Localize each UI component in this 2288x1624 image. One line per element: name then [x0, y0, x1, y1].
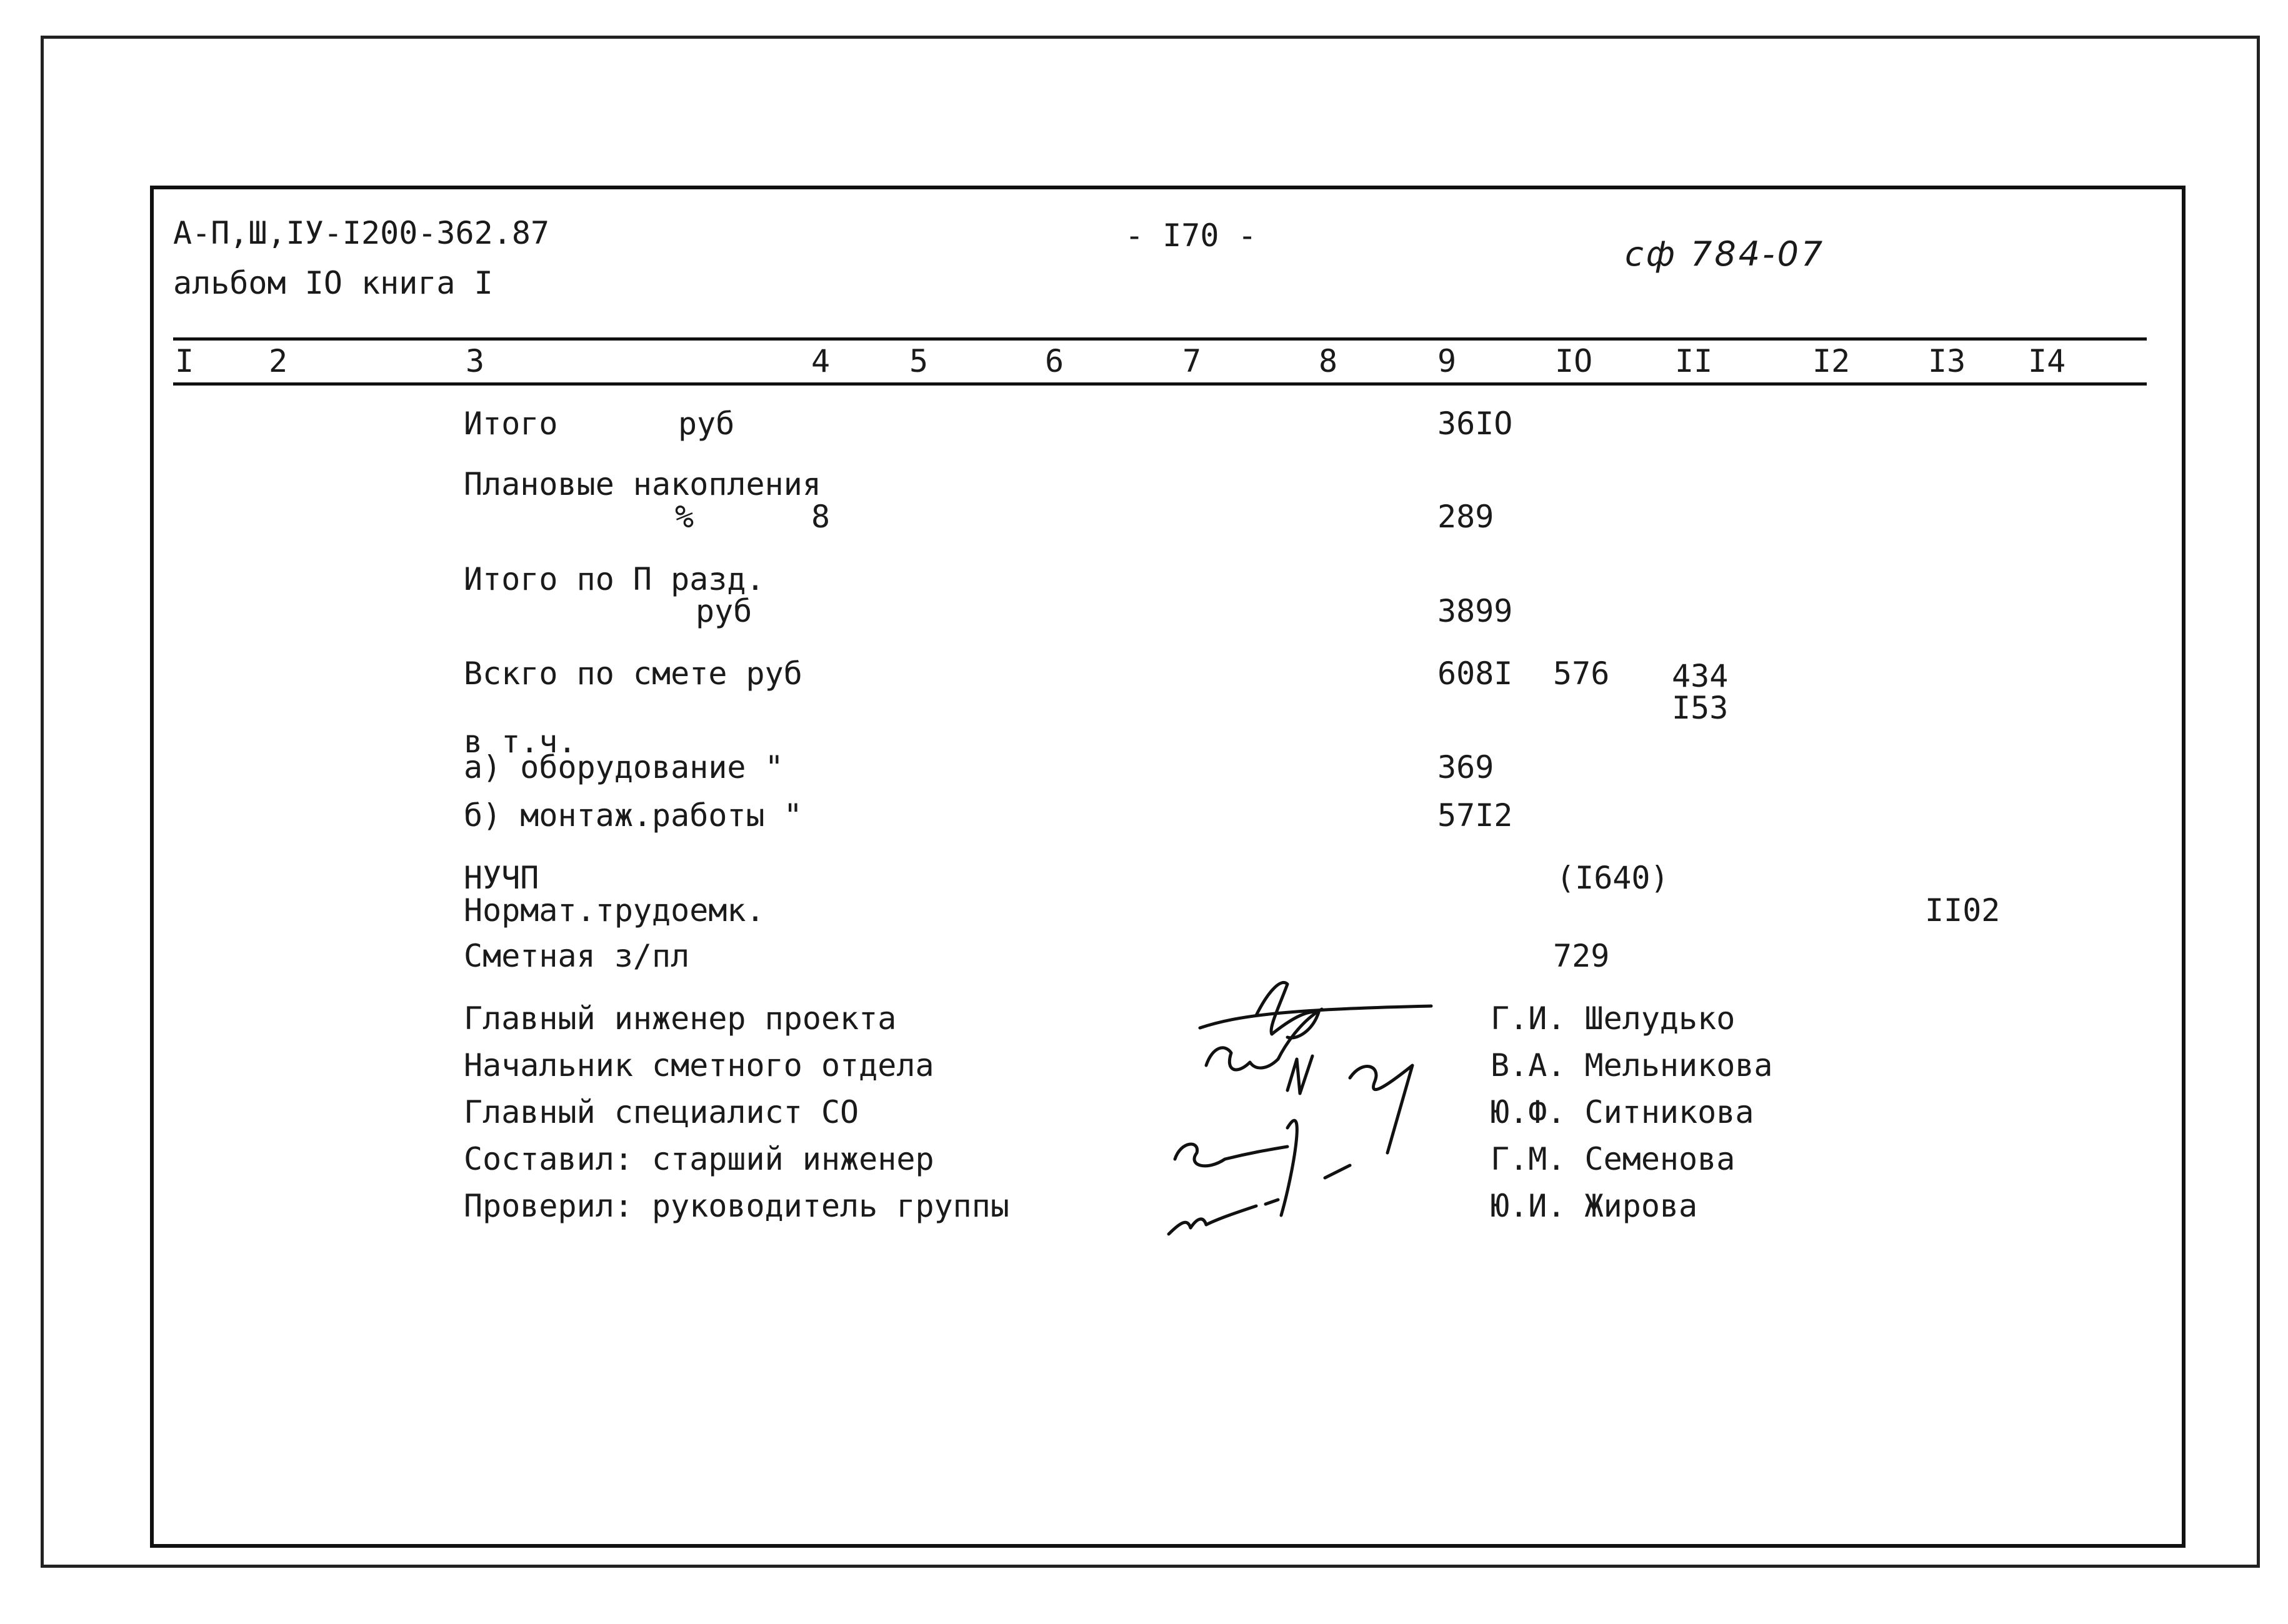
signature-role: Главный инженер проекта [464, 1000, 897, 1037]
itogo-razd-unit: руб [696, 593, 752, 629]
album-label: альбом IO книга I [173, 265, 493, 301]
planovye-value: 289 [1437, 499, 1494, 535]
montazh-value: 57I2 [1437, 797, 1513, 834]
vsego-value-col11-bottom: I53 [1672, 690, 1729, 726]
signature-role: Начальник сметного отдела [464, 1047, 934, 1083]
column-header: IO [1555, 343, 1593, 379]
handwritten-stamp: сф 784-07 [1625, 234, 1826, 274]
column-header: I2 [1812, 343, 1851, 379]
smetnaya-label: Сметная з/пл [464, 938, 690, 974]
vtch-label: в т.ч. [464, 724, 577, 760]
itogo-label: Итого [464, 406, 558, 442]
signature-role: Составил: старший инженер [464, 1141, 934, 1177]
vsego-label: Вскго по смете руб [464, 655, 802, 692]
handwritten-signatures-icon [1162, 972, 1475, 1253]
oborudovanie-label: а) оборудование " [464, 749, 784, 785]
itogo-razd-label: Итого по П разд. [464, 561, 765, 597]
document-frame [150, 186, 2186, 1548]
montazh-label: б) монтаж.работы " [464, 797, 802, 834]
normat-value: II02 [1925, 892, 2001, 929]
signature-role: Главный специалист СО [464, 1094, 859, 1130]
column-header: I4 [2028, 343, 2066, 379]
signature-role: Проверил: руководитель группы [464, 1188, 1009, 1224]
column-header-top-line [173, 337, 2147, 341]
column-header: 4 [811, 343, 831, 379]
vsego-value-col10: 576 [1553, 655, 1610, 692]
nuchp-value: (I640) [1556, 860, 1669, 896]
planovye-unit: % [675, 499, 694, 535]
signature-name: Г.М. Семенова [1491, 1141, 1736, 1177]
planovye-label: Плановые накопления [464, 466, 821, 502]
oborudovanie-value: 369 [1437, 749, 1494, 785]
column-header: I [175, 343, 194, 379]
column-header: 6 [1045, 343, 1064, 379]
itogo-unit: руб [678, 406, 735, 442]
normat-label: Нормат.трудоемк. [464, 892, 765, 929]
planovye-percent: 8 [811, 499, 831, 535]
signature-name: Ю.Ф. Ситникова [1491, 1094, 1754, 1130]
column-header: I3 [1928, 343, 1966, 379]
nuchp-label: НУЧП [464, 860, 539, 896]
signature-name: Ю.И. Жирова [1491, 1188, 1698, 1224]
column-header: 9 [1437, 343, 1457, 379]
itogo-value: 36IO [1437, 406, 1513, 442]
column-header: 3 [466, 343, 485, 379]
vsego-value-col9: 608I [1437, 655, 1513, 692]
column-header: 2 [269, 343, 288, 379]
column-header: 8 [1319, 343, 1338, 379]
vsego-value-col11-top: 434 [1672, 658, 1729, 694]
smetnaya-value: 729 [1553, 938, 1610, 974]
column-header-bottom-line [173, 382, 2147, 386]
signature-name: Г.И. Шелудько [1491, 1000, 1736, 1037]
doc-code: А-П,Ш,IУ-I200-362.87 [173, 215, 550, 251]
signature-name: В.А. Мельникова [1491, 1047, 1773, 1083]
column-header: 5 [909, 343, 929, 379]
column-header: 7 [1182, 343, 1202, 379]
column-header: II [1675, 343, 1713, 379]
page-number: - I70 - [1125, 217, 1257, 254]
itogo-razd-value: 3899 [1437, 593, 1513, 629]
